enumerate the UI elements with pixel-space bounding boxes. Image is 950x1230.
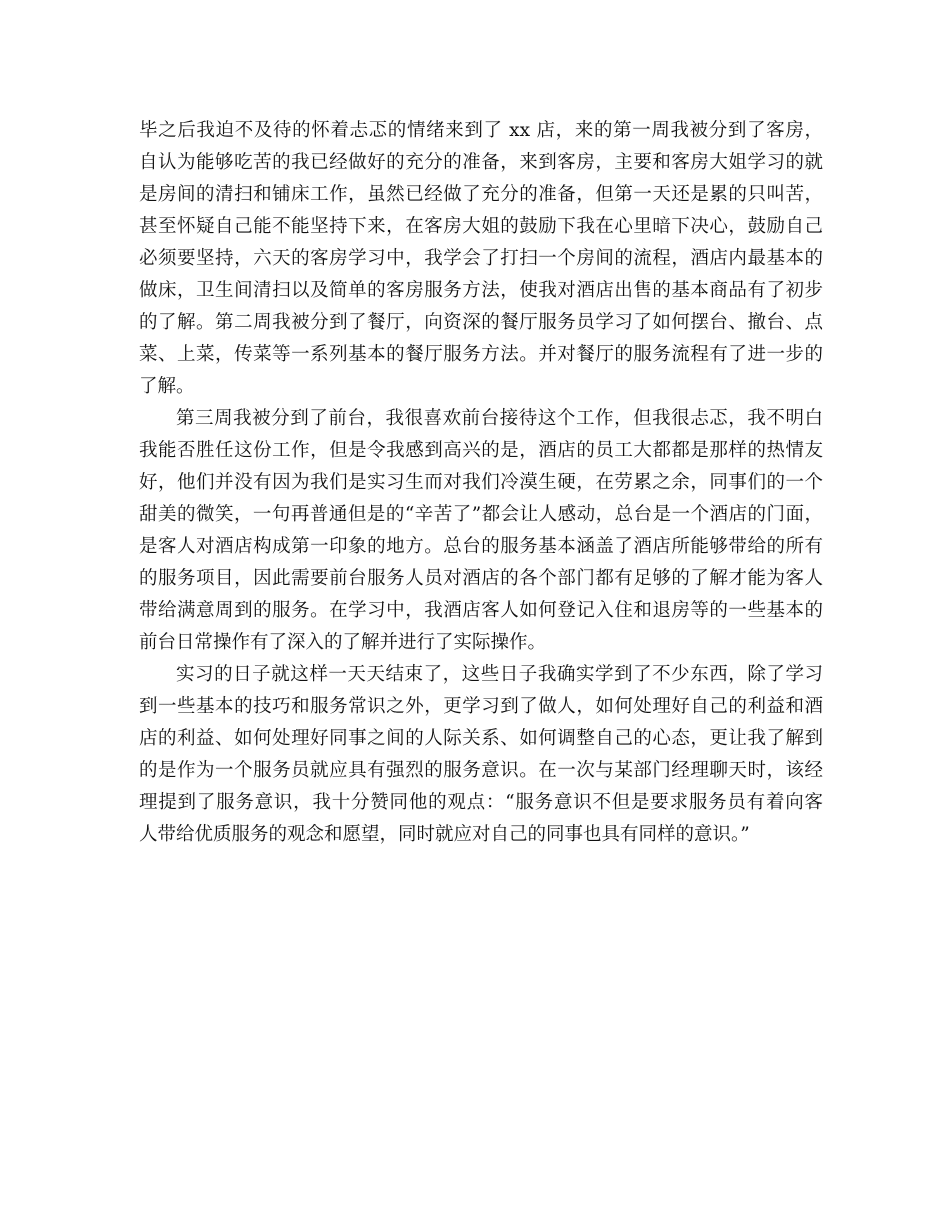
body-text — [139, 115, 823, 851]
text-line: 前台日常操作有了深入的了解并进行了实际操作。 — [139, 632, 547, 653]
text-line: 毕之后我迫不及待的怀着忐忑的情绪来到了 xx 店，来的第一周我被分到了客房， — [139, 120, 823, 141]
text-line: 甜美的微笑，一句再普通但是的“辛苦了”都会让人感动，总台是一个酒店的门面， — [139, 504, 823, 525]
text-line: 甚至怀疑自己能不能坚持下来，在客房大姐的鼓励下我在心里暗下决心，鼓励自己 — [139, 216, 823, 237]
text-line: 做床，卫生间清扫以及简单的客房服务方法，使我对酒店出售的基本商品有了初步 — [139, 280, 823, 301]
text-line: 店的利益、如何处理好同事之间的人际关系、如何调整自己的心态，更让我了解到 — [139, 728, 823, 749]
text-line: 是客人对酒店构成第一印象的地方。总台的服务基本涵盖了酒店所能够带给的所有 — [139, 536, 823, 557]
text-line: 必须要坚持，六天的客房学习中，我学会了打扫一个房间的流程，酒店内最基本的 — [139, 248, 823, 269]
text-line: 的了解。第二周我被分到了餐厅，向资深的餐厅服务员学习了如何摆台、撤台、点 — [139, 312, 823, 333]
text-line: 我能否胜任这份工作，但是令我感到高兴的是，酒店的员工大都都是那样的热情友 — [139, 440, 823, 461]
text-line: 是房间的清扫和铺床工作，虽然已经做了充分的准备，但第一天还是累的只叫苦， — [139, 184, 823, 205]
text-line: 理提到了服务意识，我十分赞同他的观点：“服务意识不但是要求服务员有着向客 — [139, 792, 823, 813]
text-line: 实习的日子就这样一天天结束了，这些日子我确实学到了不少东西，除了学习 — [176, 664, 823, 685]
text-line: 带给满意周到的服务。在学习中，我酒店客人如何登记入住和退房等的一些基本的 — [139, 600, 823, 621]
text-line: 人带给优质服务的观念和愿望，同时就应对自己的同事也具有同样的意识。” — [139, 824, 750, 845]
text-line: 自认为能够吃苦的我已经做好的充分的准备，来到客房，主要和客房大姐学习的就 — [139, 152, 823, 173]
text-line: 菜、上菜，传菜等一系列基本的餐厅服务方法。并对餐厅的服务流程有了进一步的 — [139, 344, 823, 365]
text-line: 好，他们并没有因为我们是实习生而对我们冷漠生硬，在劳累之余，同事们的一个 — [139, 472, 823, 493]
text-line: 了解。 — [139, 376, 195, 397]
text-line: 到一些基本的技巧和服务常识之外，更学习到了做人，如何处理好自己的利益和酒 — [139, 696, 823, 717]
text-line: 第三周我被分到了前台，我很喜欢前台接待这个工作，但我很忐忑，我不明白 — [176, 408, 823, 429]
text-line: 的服务项目，因此需要前台服务人员对酒店的各个部门都有足够的了解才能为客人 — [139, 568, 823, 589]
text-line: 的是作为一个服务员就应具有强烈的服务意识。在一次与某部门经理聊天时，该经 — [139, 760, 823, 781]
